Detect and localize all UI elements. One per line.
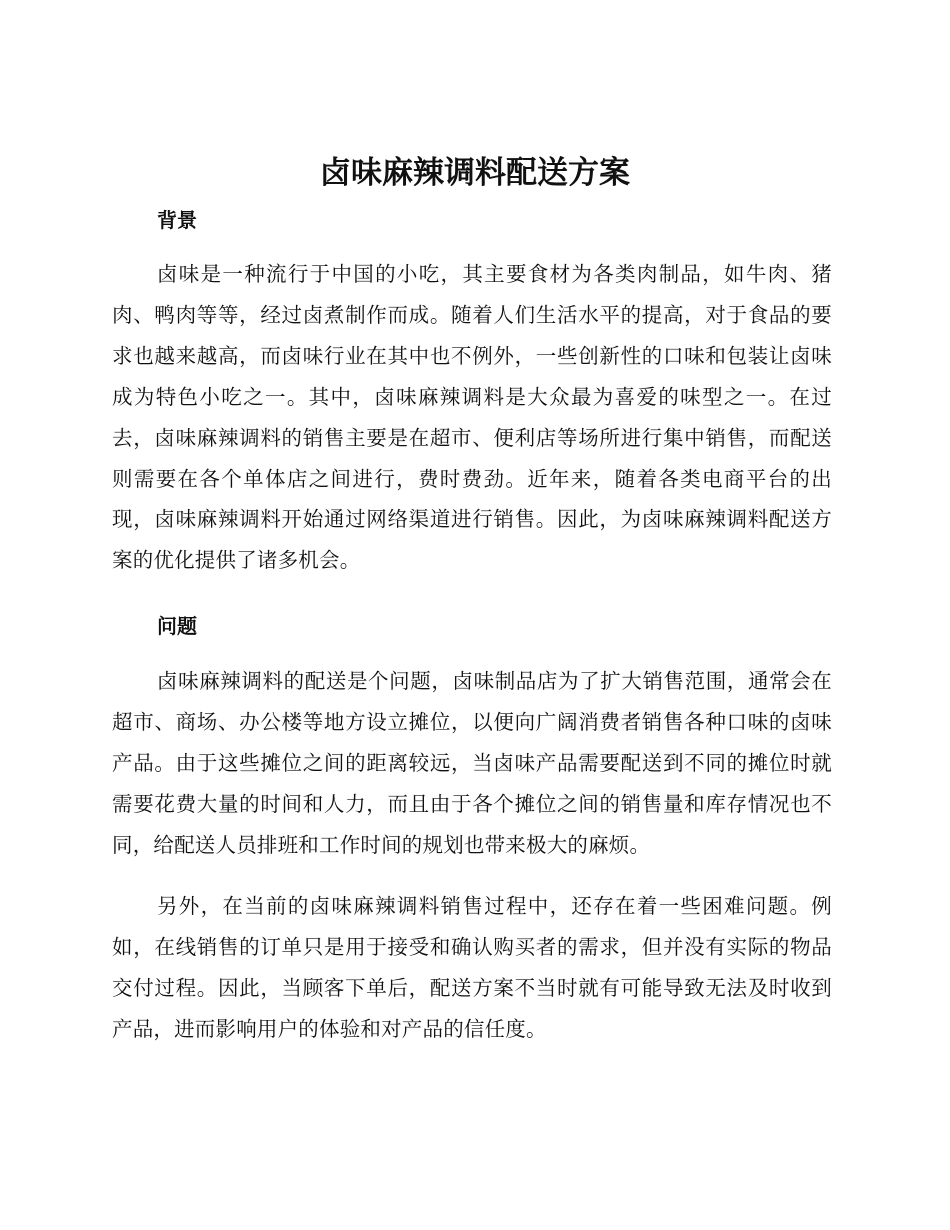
- paragraph-problem-1: 卤味麻辣调料的配送是个问题，卤味制品店为了扩大销售范围，通常会在超市、商场、办公楼等地方设立摊位，以便向广阔消费者销售各种口味的卤味产品。由于这些摊位之间的距离较远，当卤味产品需要配送到不同的摊位时就需要花费大量的时间和人力，而且由于各个摊位之间的销售量和库存情况也不同，给配送人员排班和工作时间的规划也带来极大的麻烦。: [112, 669, 832, 857]
- document-title: 卤味麻辣调料配送方案: [320, 155, 630, 191]
- section-heading-problem: 问题: [157, 614, 197, 638]
- section-heading-background: 背景: [157, 208, 197, 232]
- paragraph-problem-2: 另外，在当前的卤味麻辣调料销售过程中，还存在着一些困难问题。例如，在线销售的订单只是用于接受和确认购买者的需求，但并没有实际的物品交付过程。因此，当顾客下单后，配送方案不当时就有可能导致无法及时收到产品，进而影响用户的体验和对产品的信任度。: [112, 894, 832, 1041]
- paragraph-background: 卤味是一种流行于中国的小吃，其主要食材为各类肉制品，如牛肉、猪肉、鸭肉等等，经过卤煮制作而成。随着人们生活水平的提高，对于食品的要求也越来越高，而卤味行业在其中也不例外，一些创新性的口味和包装让卤味成为特色小吃之一。其中，卤味麻辣调料是大众最为喜爱的味型之一。在过去，卤味麻辣调料的销售主要是在超市、便利店等场所进行集中销售，而配送则需要在各个单体店之间进行，费时费劲。近年来，随着各类电商平台的出现，卤味麻辣调料开始通过网络渠道进行销售。因此，为卤味麻辣调料配送方案的优化提供了诸多机会。: [112, 262, 832, 573]
